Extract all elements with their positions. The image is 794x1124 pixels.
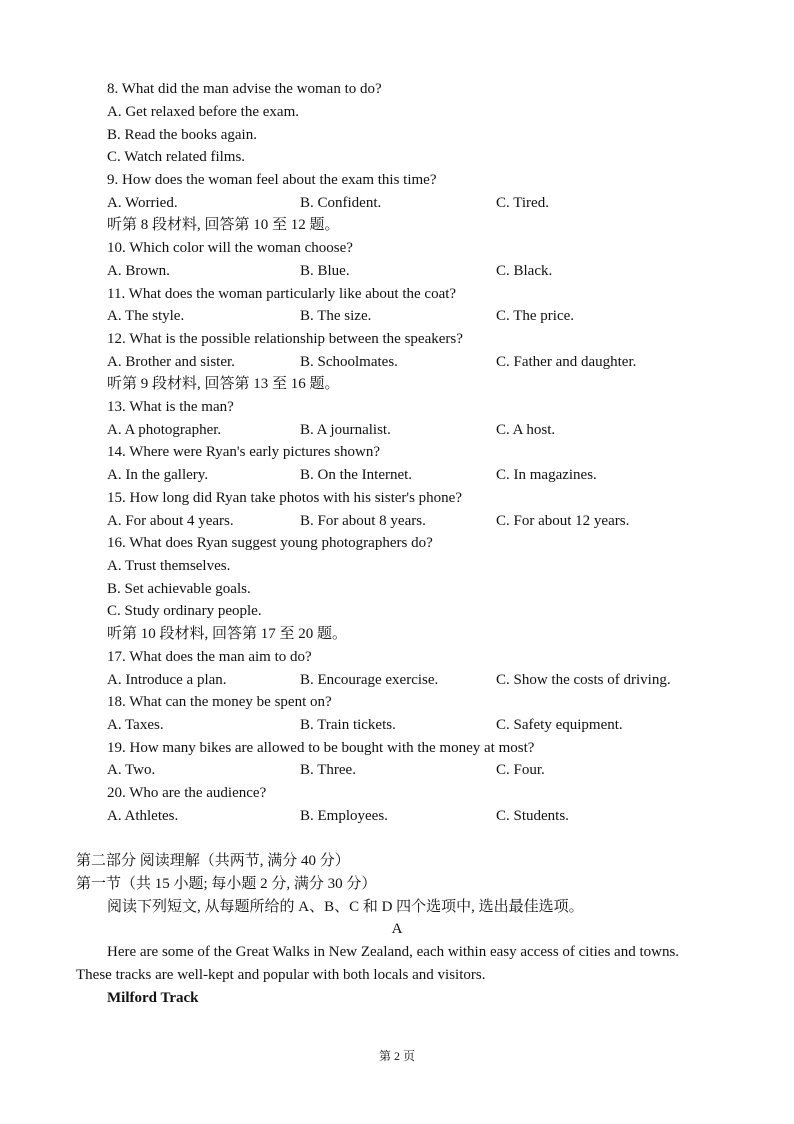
option-15b: B. For about 8 years. — [300, 513, 426, 529]
option-20b: B. Employees. — [300, 808, 388, 824]
section-10-instruction: 听第 10 段材料, 回答第 17 至 20 题。 — [107, 626, 348, 642]
option-16c: C. Study ordinary people. — [107, 603, 262, 619]
option-13c: C. A host. — [496, 422, 556, 438]
option-19a: A. Two. — [107, 762, 156, 778]
reading-instructions: 阅读下列短文, 从每题所给的 A、B、C 和 D 四个选项中, 选出最佳选项。 — [107, 899, 584, 915]
question-14: 14. Where were Ryan's early pictures shown? — [107, 444, 380, 460]
section-heading-milford: Milford Track — [107, 990, 199, 1006]
option-20c: C. Students. — [496, 808, 569, 824]
section-8-instruction: 听第 8 段材料, 回答第 10 至 12 题。 — [107, 217, 340, 233]
option-10a: A. Brown. — [107, 263, 170, 279]
option-14b: B. On the Internet. — [300, 467, 413, 483]
option-14c: C. In magazines. — [496, 467, 597, 483]
question-9: 9. How does the woman feel about the exam this time? — [107, 172, 437, 188]
option-19b: B. Three. — [300, 762, 356, 778]
option-11c: C. The price. — [496, 308, 575, 324]
question-11: 11. What does the woman particularly like about the coat? — [107, 286, 457, 302]
question-18: 18. What can the money be spent on? — [107, 694, 332, 710]
passage-intro-line1: Here are some of the Great Walks in New Zealand, each within easy access of cities and towns. — [107, 944, 680, 960]
question-17: 17. What does the man aim to do? — [107, 649, 312, 665]
question-15: 15. How long did Ryan take photos with his sister's phone? — [107, 490, 462, 506]
page-number: 第 2 页 — [378, 1049, 415, 1063]
question-19: 19. How many bikes are allowed to be bought with the money at most? — [107, 740, 535, 756]
option-10b: B. Blue. — [300, 263, 350, 279]
option-12c: C. Father and daughter. — [496, 354, 637, 370]
question-12: 12. What is the possible relationship between the speakers? — [107, 331, 463, 347]
passage-intro-line2: These tracks are well-kept and popular with both locals and visitors. — [76, 967, 486, 983]
option-18a: A. Taxes. — [107, 717, 164, 733]
option-17a: A. Introduce a plan. — [107, 672, 227, 688]
option-11b: B. The size. — [300, 308, 372, 324]
option-10c: C. Black. — [496, 263, 553, 279]
part-2-heading: 第二部分 阅读理解（共两节, 满分 40 分） — [76, 853, 350, 869]
option-12b: B. Schoolmates. — [300, 354, 398, 370]
section-1-heading: 第一节（共 15 小题; 每小题 2 分, 满分 30 分） — [76, 876, 377, 892]
option-8a: A. Get relaxed before the exam. — [107, 104, 299, 120]
option-13a: A. A photographer. — [107, 422, 222, 438]
option-9a: A. Worried. — [107, 195, 178, 211]
question-8: 8. What did the man advise the woman to do? — [107, 81, 382, 97]
question-20: 20. Who are the audience? — [107, 785, 267, 801]
option-14a: A. In the gallery. — [107, 467, 209, 483]
passage-label: A — [391, 921, 403, 937]
option-18b: B. Train tickets. — [300, 717, 396, 733]
option-15c: C. For about 12 years. — [496, 513, 630, 529]
option-17b: B. Encourage exercise. — [300, 672, 439, 688]
option-8c: C. Watch related films. — [107, 149, 246, 165]
option-15a: A. For about 4 years. — [107, 513, 234, 529]
option-11a: A. The style. — [107, 308, 185, 324]
option-16b: B. Set achievable goals. — [107, 581, 251, 597]
option-12a: A. Brother and sister. — [107, 354, 235, 370]
question-16: 16. What does Ryan suggest young photographers do? — [107, 535, 433, 551]
option-17c: C. Show the costs of driving. — [496, 672, 671, 688]
option-9c: C. Tired. — [496, 195, 549, 211]
option-13b: B. A journalist. — [300, 422, 391, 438]
question-13: 13. What is the man? — [107, 399, 234, 415]
option-19c: C. Four. — [496, 762, 545, 778]
option-20a: A. Athletes. — [107, 808, 179, 824]
option-18c: C. Safety equipment. — [496, 717, 623, 733]
section-9-instruction: 听第 9 段材料, 回答第 13 至 16 题。 — [107, 376, 340, 392]
question-10: 10. Which color will the woman choose? — [107, 240, 353, 256]
option-8b: B. Read the books again. — [107, 127, 257, 143]
option-16a: A. Trust themselves. — [107, 558, 231, 574]
option-9b: B. Confident. — [300, 195, 382, 211]
